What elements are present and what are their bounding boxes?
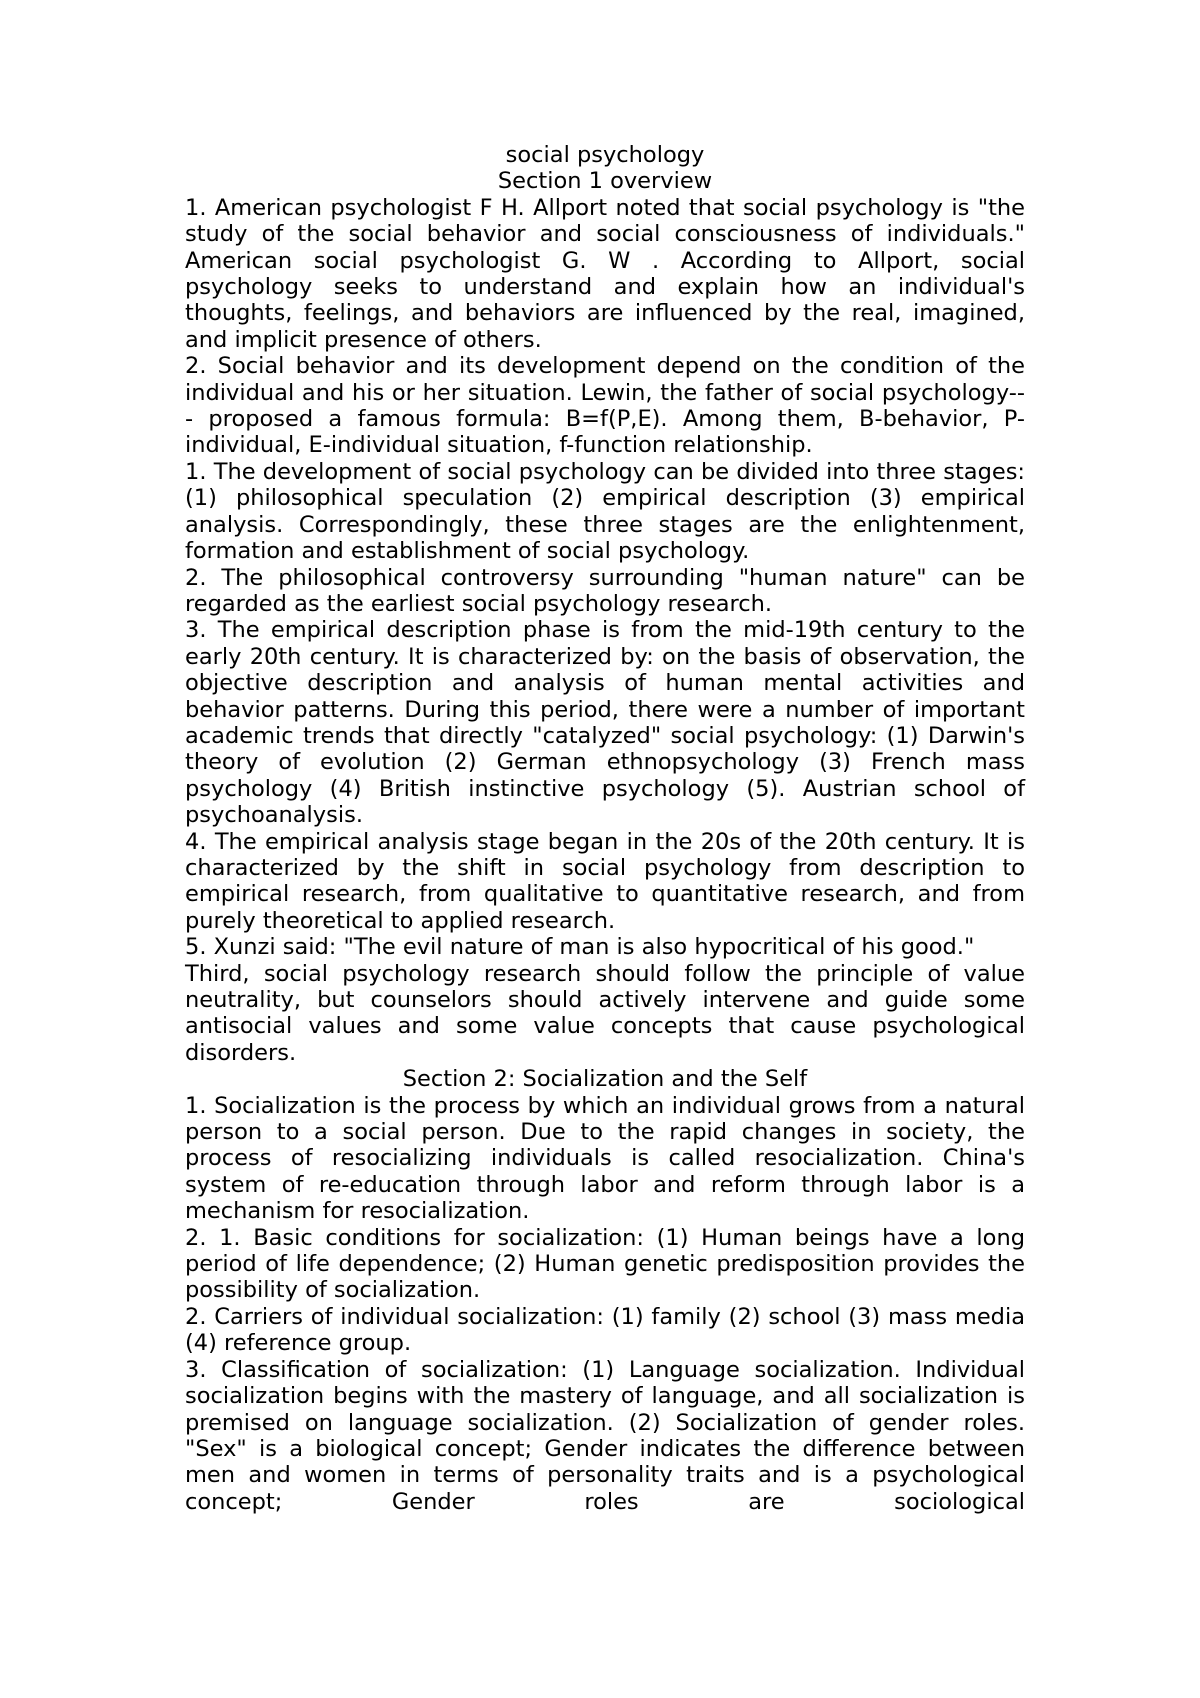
paragraph-continued: 3. Classification of socialization: (1) Language socialization. Individual socialization begins with the mastery of language, and all socialization is premised on language socialization. (2) Socialization of gender roles. "Sex" is a biological concept; Gender indicates the difference between men and women in terms of personality traits and is a psychological concept; Gender roles are sociological	[185, 1356, 1025, 1515]
paragraph: 2. The philosophical controversy surrounding "human nature" can be regarded as the earliest social psychology research.	[185, 564, 1025, 617]
paragraph: 4. The empirical analysis stage began in the 20s of the 20th century. It is characterized by the shift in social psychology from description to empirical research, from qualitative to quantitative research, and from purely theoretical to applied research.	[185, 828, 1025, 934]
document-title: social psychology	[505, 142, 705, 168]
paragraph: 3. The empirical description phase is from the mid-19th century to the early 20th century. It is characterized by: on the basis of observation, the objective description and analysis of human mental activities and behavior patterns. During this period, there were a number of important academic trends that directly "catalyzed" social psychology: (1) Darwin's theory of evolution (2) German ethnopsychology (3) French mass psychology (4) British instinctive psychology (5). Austrian school of psychoanalysis.	[185, 617, 1025, 829]
paragraph: 2. 1. Basic conditions for socialization: (1) Human beings have a long period of life dependence; (2) Human genetic predisposition provides the possibility of socialization.	[185, 1224, 1025, 1304]
paragraph: 1. The development of social psychology can be divided into three stages: (1) philosophical speculation (2) empirical description (3) empirical analysis. Correspondingly, these three stages are the enlightenment, formation and establishment of social psychology.	[185, 458, 1025, 565]
section-1-heading: Section 1 overview	[497, 168, 713, 195]
section-2-heading: Section 2: Socialization and the Self	[402, 1066, 808, 1093]
paragraph: 5. Xunzi said: "The evil nature of man is also hypocritical of his good."	[185, 934, 975, 961]
paragraph: 2. Carriers of individual socialization: (1) family (2) school (3) mass media (4) reference group.	[185, 1303, 1025, 1357]
paragraph: 2. Social behavior and its development depend on the condition of the individual and his or her situation. Lewin, the father of social psychology--- proposed a famous formula: B=f(P,E). Among them, B-behavior, P-individual, E-individual situation, f-function relationship.	[185, 353, 1025, 459]
paragraph: 1. American psychologist F H. Allport noted that social psychology is "the study of the social behavior and social consciousness of individuals." American social psychologist G. W . According to Allport, social psychology seeks to understand and explain how an individual's thoughts, feelings, and behaviors are influenced by the real, imagined, and implicit presence of others.	[185, 194, 1025, 353]
document-page	[185, 142, 1025, 1515]
paragraph: 1. Socialization is the process by which an individual grows from a natural person to a social person. Due to the rapid changes in society, the process of resocializing individuals is called resocialization. China's system of re-education through labor and reform through labor is a mechanism for resocialization.	[185, 1092, 1025, 1225]
paragraph: Third, social psychology research should follow the principle of value neutrality, but counselors should actively intervene and guide some antisocial values and some value concepts that cause psychological disorders.	[185, 960, 1025, 1066]
